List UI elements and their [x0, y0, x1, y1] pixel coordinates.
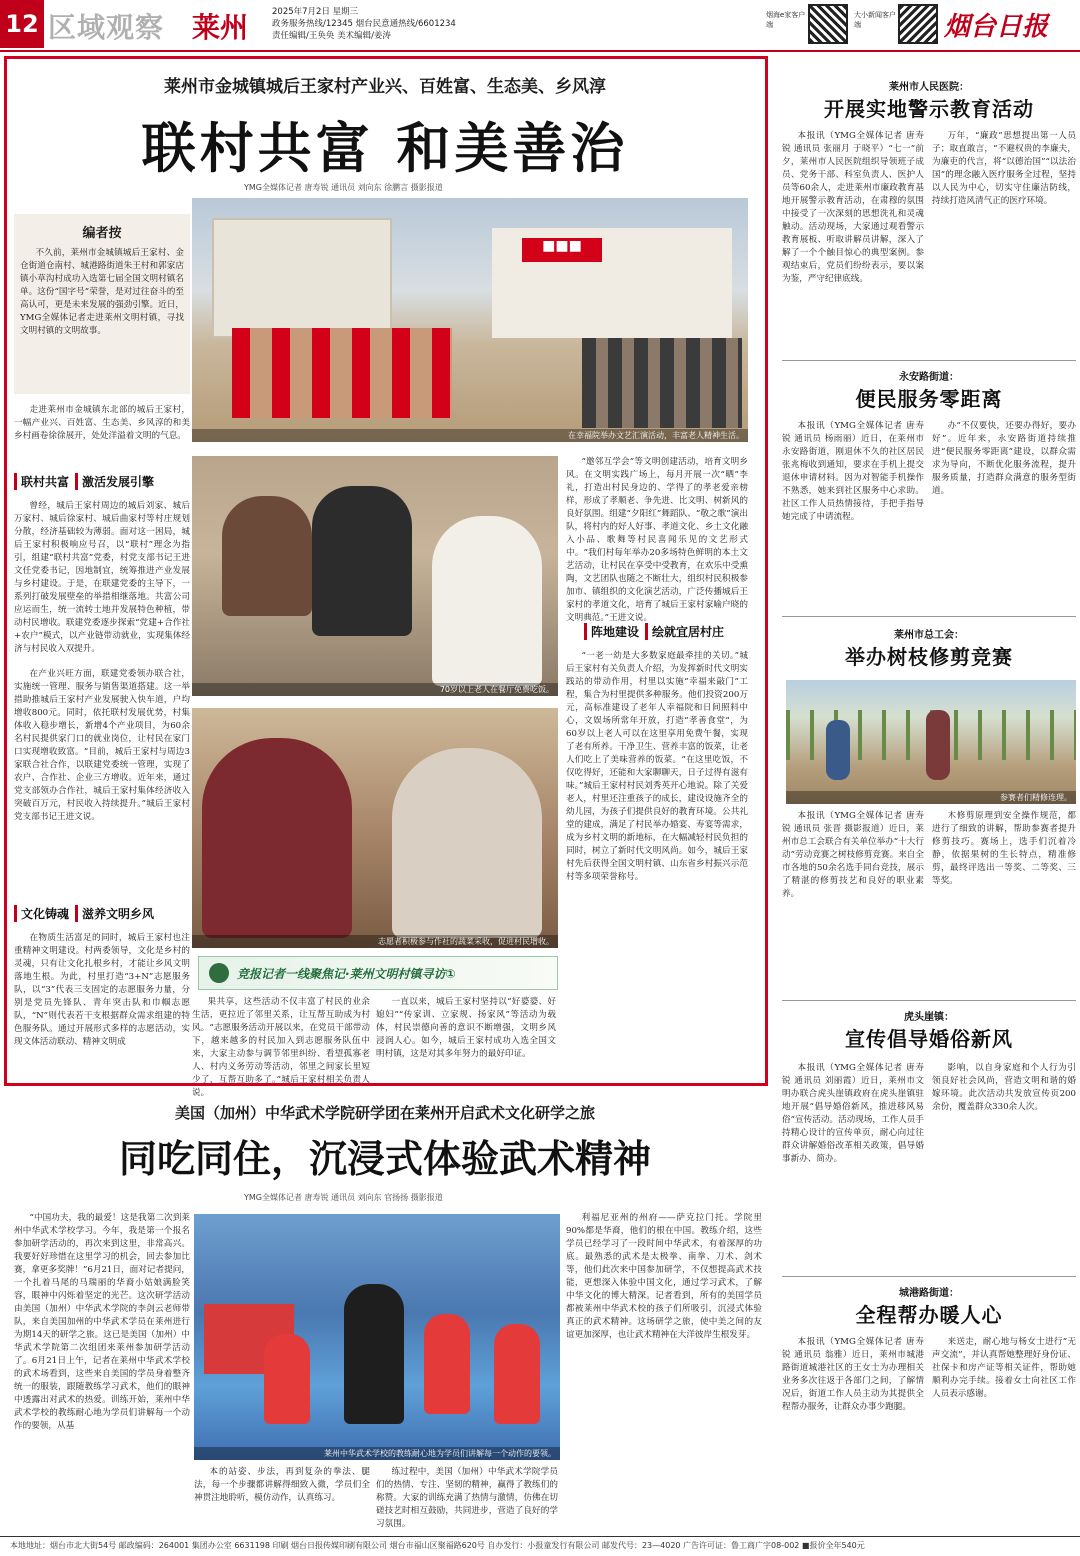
- brief-c-head: [782, 626, 1076, 670]
- page-number-badge: 12: [0, 0, 44, 48]
- brief-e-title: 全程帮办暖人心: [855, 1303, 1003, 1327]
- brief-b-head: [782, 368, 1076, 412]
- hotline-info: 政务服务热线/12345 烟台民意通热线/6601234: [272, 19, 456, 29]
- banner-text: 竞报记者一线聚焦记·莱州文明村镇寻访①: [237, 966, 456, 981]
- brief-c-subtitle: 莱州市总工会：: [894, 630, 964, 641]
- photo-wushu-caption: 莱州中华武术学校的教练耐心地为学员们讲解每一个动作的要领。: [194, 1447, 560, 1460]
- photo-pruning: [786, 680, 1076, 804]
- wushu-col3: 练过程中，美国（加州）中华武术学院学员们的热情、专注、坚韧的精神，赢得了教练们的称赞。大家的训练充满了热情与激情，仿佛在切磋技艺时相互鼓励，共同进步，营造了良好的学习氛围。: [376, 1467, 558, 1529]
- photo-wushu: [194, 1214, 560, 1460]
- footer-info: 本地地址：烟台市北大街54号 邮政编码：264001 集团办公室 6631198 印刷 烟台日报传媒印刷有限公司 烟台市福山区聚福路620号 自办发行：小报童发行有限公司 邮发代号：23—4020 广告许可证：鲁工商广字08-002 ■报价全年540元: [10, 1541, 865, 1550]
- wushu-col2: 本的站姿、步法，再到复杂的拳法、腿法，每一个步骤都讲解得细致入微，学员们全神贯注地聆听，模仿动作，认真练习。: [194, 1467, 370, 1503]
- section-heading-2-b: 滋养文明乡风: [75, 905, 154, 922]
- brief-c-title: 举办树枝修剪竞赛: [845, 645, 1013, 669]
- section-title: 区域观察: [48, 11, 165, 44]
- photo-pruning-caption: 参赛者们精修连理。: [786, 791, 1076, 804]
- lead-title: 联村共富 和美善治: [141, 117, 629, 180]
- brief-rule-2: [782, 616, 1076, 617]
- photo-performance-caption: 在幸福院举办文艺汇演活动，丰富老人精神生活。: [192, 429, 748, 442]
- lead-byline: YMG全媒体记者 唐寿锐 通讯员 刘向东 徐鹏言 摄影报道: [244, 183, 443, 192]
- brief-rule-4: [782, 1276, 1076, 1277]
- section-heading-3: [584, 622, 724, 640]
- brief-a-head: [782, 78, 1076, 122]
- editor-note-heading: 编者按: [82, 226, 122, 241]
- brief-b-title: 便民服务零距离: [855, 387, 1003, 411]
- brief-b-text-2: 办“不仅要快，还要办得好，要办好”。近年来，永安路街道持续推进“便民服务零距离”建设，以群众需求为导向，不断优化服务流程，提升服务质量，打造群众满意的服务型街道。: [932, 421, 1076, 496]
- lead-col1-text-b: 在产业兴旺方面，联建党委领办联合社，实施统一管理、服务与销售渠道搭建。这一举措助推城后王家村产业发展驶入快车道，户均增收800元。同时，依托联村发展优势，村集体收入稳步增长，新增4个产业项目，为60余名村民提供家门口的就业岗位，让村民在家门口实现增收致富。“目前，城后王家村与周边3家联合社合作，以联建党委统一管理，实现了农户、合作社、企业三方增收。近年来，通过党支部领办合作社，城后王家村集体经济收入突破百万元，村民收入持续提升。”城后王家村党支部书记王进文说。: [14, 669, 190, 822]
- brief-a-title: 开展实地警示教育活动: [824, 97, 1034, 121]
- editor-note-text: 不久前，莱州市金城镇城后王家村、金仓街道仓南村、城港路街道朱王村和郭家店镇小草沟村成功入选第七届全国文明村镇名单。这份“国字号”荣誉，是对过往奋斗的至高认可，更是未来发展的强劲引擎。近日，YMG全媒体记者走进莱州文明村镇，寻找文明村镇的文明故事。: [20, 248, 184, 336]
- brief-c-text-2: 木修剪原理到安全操作规范，都进行了细致的讲解，帮助参赛者提升修剪技巧。赛场上，选手们沉着冷静，依据果树的生长特点，精准修剪，最终评选出一等奖、二等奖、三等奖。: [932, 811, 1076, 886]
- lead-col-bottom-1: 果共享，这些活动不仅丰富了村民的业余生活，更拉近了邻里关系，让互帮互助成为村风。“志愿服务活动开展以来，在党员干部带动下，越来越多的村民加入到志愿服务队伍中来，大家主动参与调节邻里纠纷、看望孤寡老人、村内义务劳动等活动，邻里之间家长里短少了，互帮互助多了。”城后王家村相关负责人说。: [192, 997, 370, 1098]
- brief-e-text-2: 来送走，耐心地与杨女士进行“无声交流”，并认真帮她整理好身份证、社保卡和房产证等相关证件，帮助她顺利办完手续。接着女士向社区工作人员表示感谢。: [932, 1337, 1076, 1399]
- brief-d-head: [782, 1008, 1076, 1052]
- brief-e-head: [782, 1284, 1076, 1328]
- lead-col-bottom-2: 一直以来，城后王家村坚持以“好婆婆、好媳妇”“传家训、立家规、扬家风”等活动为载体，村民崇德向善的意识不断增强，文明乡风浸润人心。如今，城后王家村成功入选全国文明村镇，这是对其多年努力的最好印证。: [376, 997, 556, 1059]
- photo-harvest-caption: 志愿者积极参与作社的蔬菜采收，促进村民增收。: [192, 935, 558, 948]
- brief-b-text-1: 本报讯（YMG全媒体记者 唐寿锐 通讯员 杨雨丽）近日，在莱州市永安路街道，刚退休不久的社区居民张兆梅收到通知，要求在手机上提交退休申请材料。因为对智能手机操作不熟悉，她来到社区服务中心求助。社区工作人员热情接待，手把手指导她完成了申请流程。: [782, 421, 924, 522]
- brief-rule-1: [782, 360, 1076, 361]
- section-heading-1-b: 激活发展引擎: [75, 473, 154, 490]
- editor-note: [14, 214, 190, 394]
- masthead-info: [272, 6, 456, 42]
- brief-e-text-1: 本报讯（YMG全媒体记者 唐寿锐 通讯员 翁雅）近日，莱州市城港路街道城港社区的王女士为办理相关业务多次往返于各部门之间，了解情况后，街道工作人员主动为其提供全程帮办服务，让群众办事少跑腿。: [782, 1337, 924, 1412]
- qr-code-2: [898, 4, 938, 44]
- city-title: 莱州: [192, 11, 249, 44]
- lead-col1-text-c: 在物质生活富足的同时，城后王家村也注重精神文明建设。村两委领导，文化是乡村的灵魂，只有让文化扎根乡村，才能让乡风文明落地生根。为此，村里打造“3+N”志愿服务队，以“3”代表三支固定的志愿服务力量，分别是党员先锋队、青年突击队和巾帼志愿队，“N”则代表若干支根据群众需求组建的特色服务队。通过开展形式多样的志愿活动，实现文体活动联动、精神文明成: [14, 933, 190, 1047]
- editor-info: 责任编辑/王奂奂 美术编辑/姜涛: [272, 31, 391, 41]
- section-heading-2: [14, 904, 154, 922]
- photo-performance: ■■■ 在幸福院举办文艺汇演活动，丰富老人精神生活。: [192, 198, 748, 442]
- lead-col1-text-a: 曾经，城后王家村周边的城后刘家、城后万家村、城后徐家村、城后曲家村等村庄规划分散，经济基础较为薄弱。面对这一困局，城后王家村积极响应号召，以“联村”理念为指引，组建“联村共富”党委，村党支部书记王进文任党委书记，因地制宜，统筹推进产业发展与乡村建设。于是，在联建党委的主导下，一系列打破发展壁垒的举措相继落地。共富公司应运而生，统一流转土地并发展特色种植，带动村民增收。联建党委逐步探索“党建+合作社+农户”模式，以产业链带动就业，实现集体经济与村民收入双提升。: [14, 501, 190, 654]
- reporter-icon: [209, 963, 229, 983]
- brief-e-subtitle: 城港路街道：: [899, 1288, 959, 1299]
- footer-rule: [0, 1536, 1080, 1537]
- brief-c-text-1: 本报讯（YMG全媒体记者 唐寿锐 通讯员 张晋 摄影报道）近日，莱州市总工会联合有关单位举办“十大行动”劳动竞赛之树枝修剪竞赛。来自全市各地的50余名选手同台竞技，展示了精湛的修剪技艺和良好的职业素养。: [782, 811, 924, 899]
- brief-rule-3: [782, 1000, 1076, 1001]
- photo-harvest: [192, 708, 558, 948]
- wushu-byline: YMG全媒体记者 唐寿锐 通讯员 刘向东 官扬扬 摄影报道: [244, 1193, 443, 1202]
- lead-col2-text-a: “邀邻互学会”等文明创建活动，培育文明乡风。在文明实践广场上，每月开展一次“晒”李礼，打造出村民身边的、学得了的孝老爱亲榜样，形成了孝顺老、争先进、比文明、树新风的良好氛围。组建“夕阳红”舞蹈队、“敬之歌”演出队，将村内的好人好事、孝道文化、乡土文化融入小品、歌舞等村民喜闻乐见的文艺形式中。“我们村每年举办20多场特色鲜明的本土文艺活动，让村民在享受中受教育，在欢乐中受熏陶，文艺团队也随之不断壮大，组织村民积极参加市、镇组织的文化演艺活动，广泛传播城后王家村的孝道文化，培育了城后王家村家喻户晓的文明典范。”王进文说。: [566, 457, 748, 623]
- qr-code-1: [808, 4, 848, 44]
- section-heading-1: [14, 472, 154, 490]
- brief-d-subtitle: 虎头崖镇：: [904, 1012, 954, 1023]
- brief-a-subtitle: 莱州市人民医院：: [889, 82, 969, 93]
- brief-d-text-2: 影响，以自身家庭和个人行为引领良好社会风尚，营造文明和谐的婚嫁环境。此次活动共发放宣传页200余份，覆盖群众330余人次。: [932, 1063, 1076, 1112]
- qr-label-2: 大小新闻客户端: [854, 11, 896, 29]
- brief-b-subtitle: 永安路街道：: [899, 372, 959, 383]
- section-heading-3-a: 阵地建设: [584, 623, 639, 640]
- wushu-subtitle: 美国（加州）中华武术学院研学团在莱州开启武术文化研学之旅: [174, 1104, 595, 1122]
- photo-elderly-dining: [192, 456, 558, 696]
- brief-d-text-1: 本报讯（YMG全媒体记者 唐寿锐 通讯员 刘丽霞）近日，莱州市文明办联合虎头崖镇政府在虎头崖镇驻地开展“倡导婚俗新风，推进移风易俗”宣传活动。活动现场，工作人员手持精心设计的宣传单页，耐心向过往群众讲解婚俗改革相关政策，倡导婚事新办、简办。: [782, 1063, 924, 1164]
- masthead-rule: [0, 50, 1080, 52]
- lead-intro: 走进莱州市金城镇东北部的城后王家村，一幅产业兴、百姓富、生态美、乡风淳的和美乡村画卷徐徐展开，处处洋溢着文明的气息。: [14, 405, 190, 441]
- section-heading-3-b: 绘就宜居村庄: [645, 623, 724, 640]
- qr-label-1: 烟海e家客户端: [766, 11, 806, 29]
- issue-date: 2025年7月2日 星期三: [272, 7, 359, 17]
- photo-elderly-caption: 70岁以上老人在餐厅免费吃饭。: [192, 683, 558, 696]
- brief-d-title: 宣传倡导婚俗新风: [845, 1027, 1013, 1051]
- brief-a-text-2: 万年，“廉政”思想提出第一人员子；取直敢言，“不避权贵的李廉夫，为廉吏的代言，将“以德治国”“以法治国”的理念融入医疗服务全过程，坚持以人民为中心，切实守住廉洁防线，持续打造风清气正的医疗环境。: [932, 131, 1076, 206]
- section-heading-1-a: 联村共富: [14, 473, 69, 490]
- lead-subtitle: 莱州市金城镇城后王家村产业兴、百姓富、生态美、乡风淳: [164, 77, 606, 97]
- wushu-title: 同吃同住，沉浸式体验武术精神: [118, 1137, 651, 1181]
- lead-col2-text-b: “一老一幼是大多数家庭最牵挂的关切。”城后王家村有关负责人介绍，为发挥新时代文明实践站的带动作用，村里以实施“幸福来敲门”工程，集合为村里提供多种服务。他们投资200万元，高标准建设了老年人幸福院和日间照料中心，文娱场所常年开放，打造“孝善食堂”，为60岁以上老人可以在这里享用免费午餐，实现了老有所养。干净卫生、营养丰富的饭菜，让老人们吃上了美味营养的饭菜。“在这里吃饭，不仅吃得好，还能和大家聊聊天，日子过得有滋有味。”城后王家村村民刘秀英开心地说。除了关爱老人，村里还注重孩子的成长，建设设施齐全的幼儿园，为孩子们提供良好的教育环境。公共礼堂的建成，满足了村民举办婚宴、寿宴等需求，成为乡村文明的新地标，在大幅减轻村民负担的同时，树立了新时代文明风尚。如今，城后王家村先后获得全国文明村镇、山东省乡村振兴示范村等多项荣誉称号。: [566, 651, 748, 882]
- wushu-col4: 利福尼亚州的州府——萨克拉门托。学院里90%都是华裔，他们的根在中国。教练介绍，这些学员已经学习了一段时间中华武术，有着深厚的功底。最熟悉的武术是太极拳、南拳、刀术、剑术等，他们此次来中国参加研学，不仅想提高武术技能，更想深入体验中国文化，通过学习武术，了解中华文化的博大精深。记者看到，所有的美国学员都被莱州中华武术校的孩子们所吸引，沉浸式体验真正的武术精神。这场研学之旅，使中美之间的友谊更加深厚，也让武术精神在大洋彼岸生根发芽。: [566, 1213, 762, 1340]
- wushu-col1: “中国功夫，我的最爱！这是我第二次到莱州中华武术学校学习。今年，我是第一个报名参加研学活动的，再次来到这里，非常高兴。我要好好珍惜在这里学习的机会，回去参加比赛，拿更多奖牌！”6月21日，面对记者提问，一个扎着马尾的马瑞丽的华裔小姑娘满脸笑容，眼神中闪烁着坚定的光芒。这次研学活动由美国（加州）中华武术学院的李剑云老师带队，来自美国加州的中华武术学员在莱州进行为期14天的研学之旅。这已是美国（加州）中华武术学院第二次组团来莱州参加研学活动了。6月21日上午，记者在莱州中华武术学校的武术场看到，这些来自美国的学员身着整齐统一的服装，跟随教练学习武术，他们的眼神中透露出对武术的热爱。训练开始，莱州中华武术学校的教练耐心地为学员们讲解每一个动作的要领，从基: [14, 1213, 190, 1431]
- brief-a-text-1: 本报讯（YMG全媒体记者 唐寿锐 通讯员 张丽月 于晓平）“七一”前夕，莱州市人民医院组织导领班子成员、党务干部、科室负责人、医护人员等60余人，走进莱州市廉政教育基地开展警示教育活动，在肃穆的氛围中接受了一次深刻的思想洗礼和灵魂触动。活动现场，大家通过观看警示教育展板、听取讲解员讲解，深入了解了一个个触目惊心的典型案例。参观结束后，党员们纷纷表示，要以案为鉴，严守纪律底线。: [782, 131, 924, 284]
- newspaper-logo: 烟台日报: [944, 12, 1049, 42]
- series-banner: [198, 956, 558, 990]
- section-heading-2-a: 文化铸魂: [14, 905, 69, 922]
